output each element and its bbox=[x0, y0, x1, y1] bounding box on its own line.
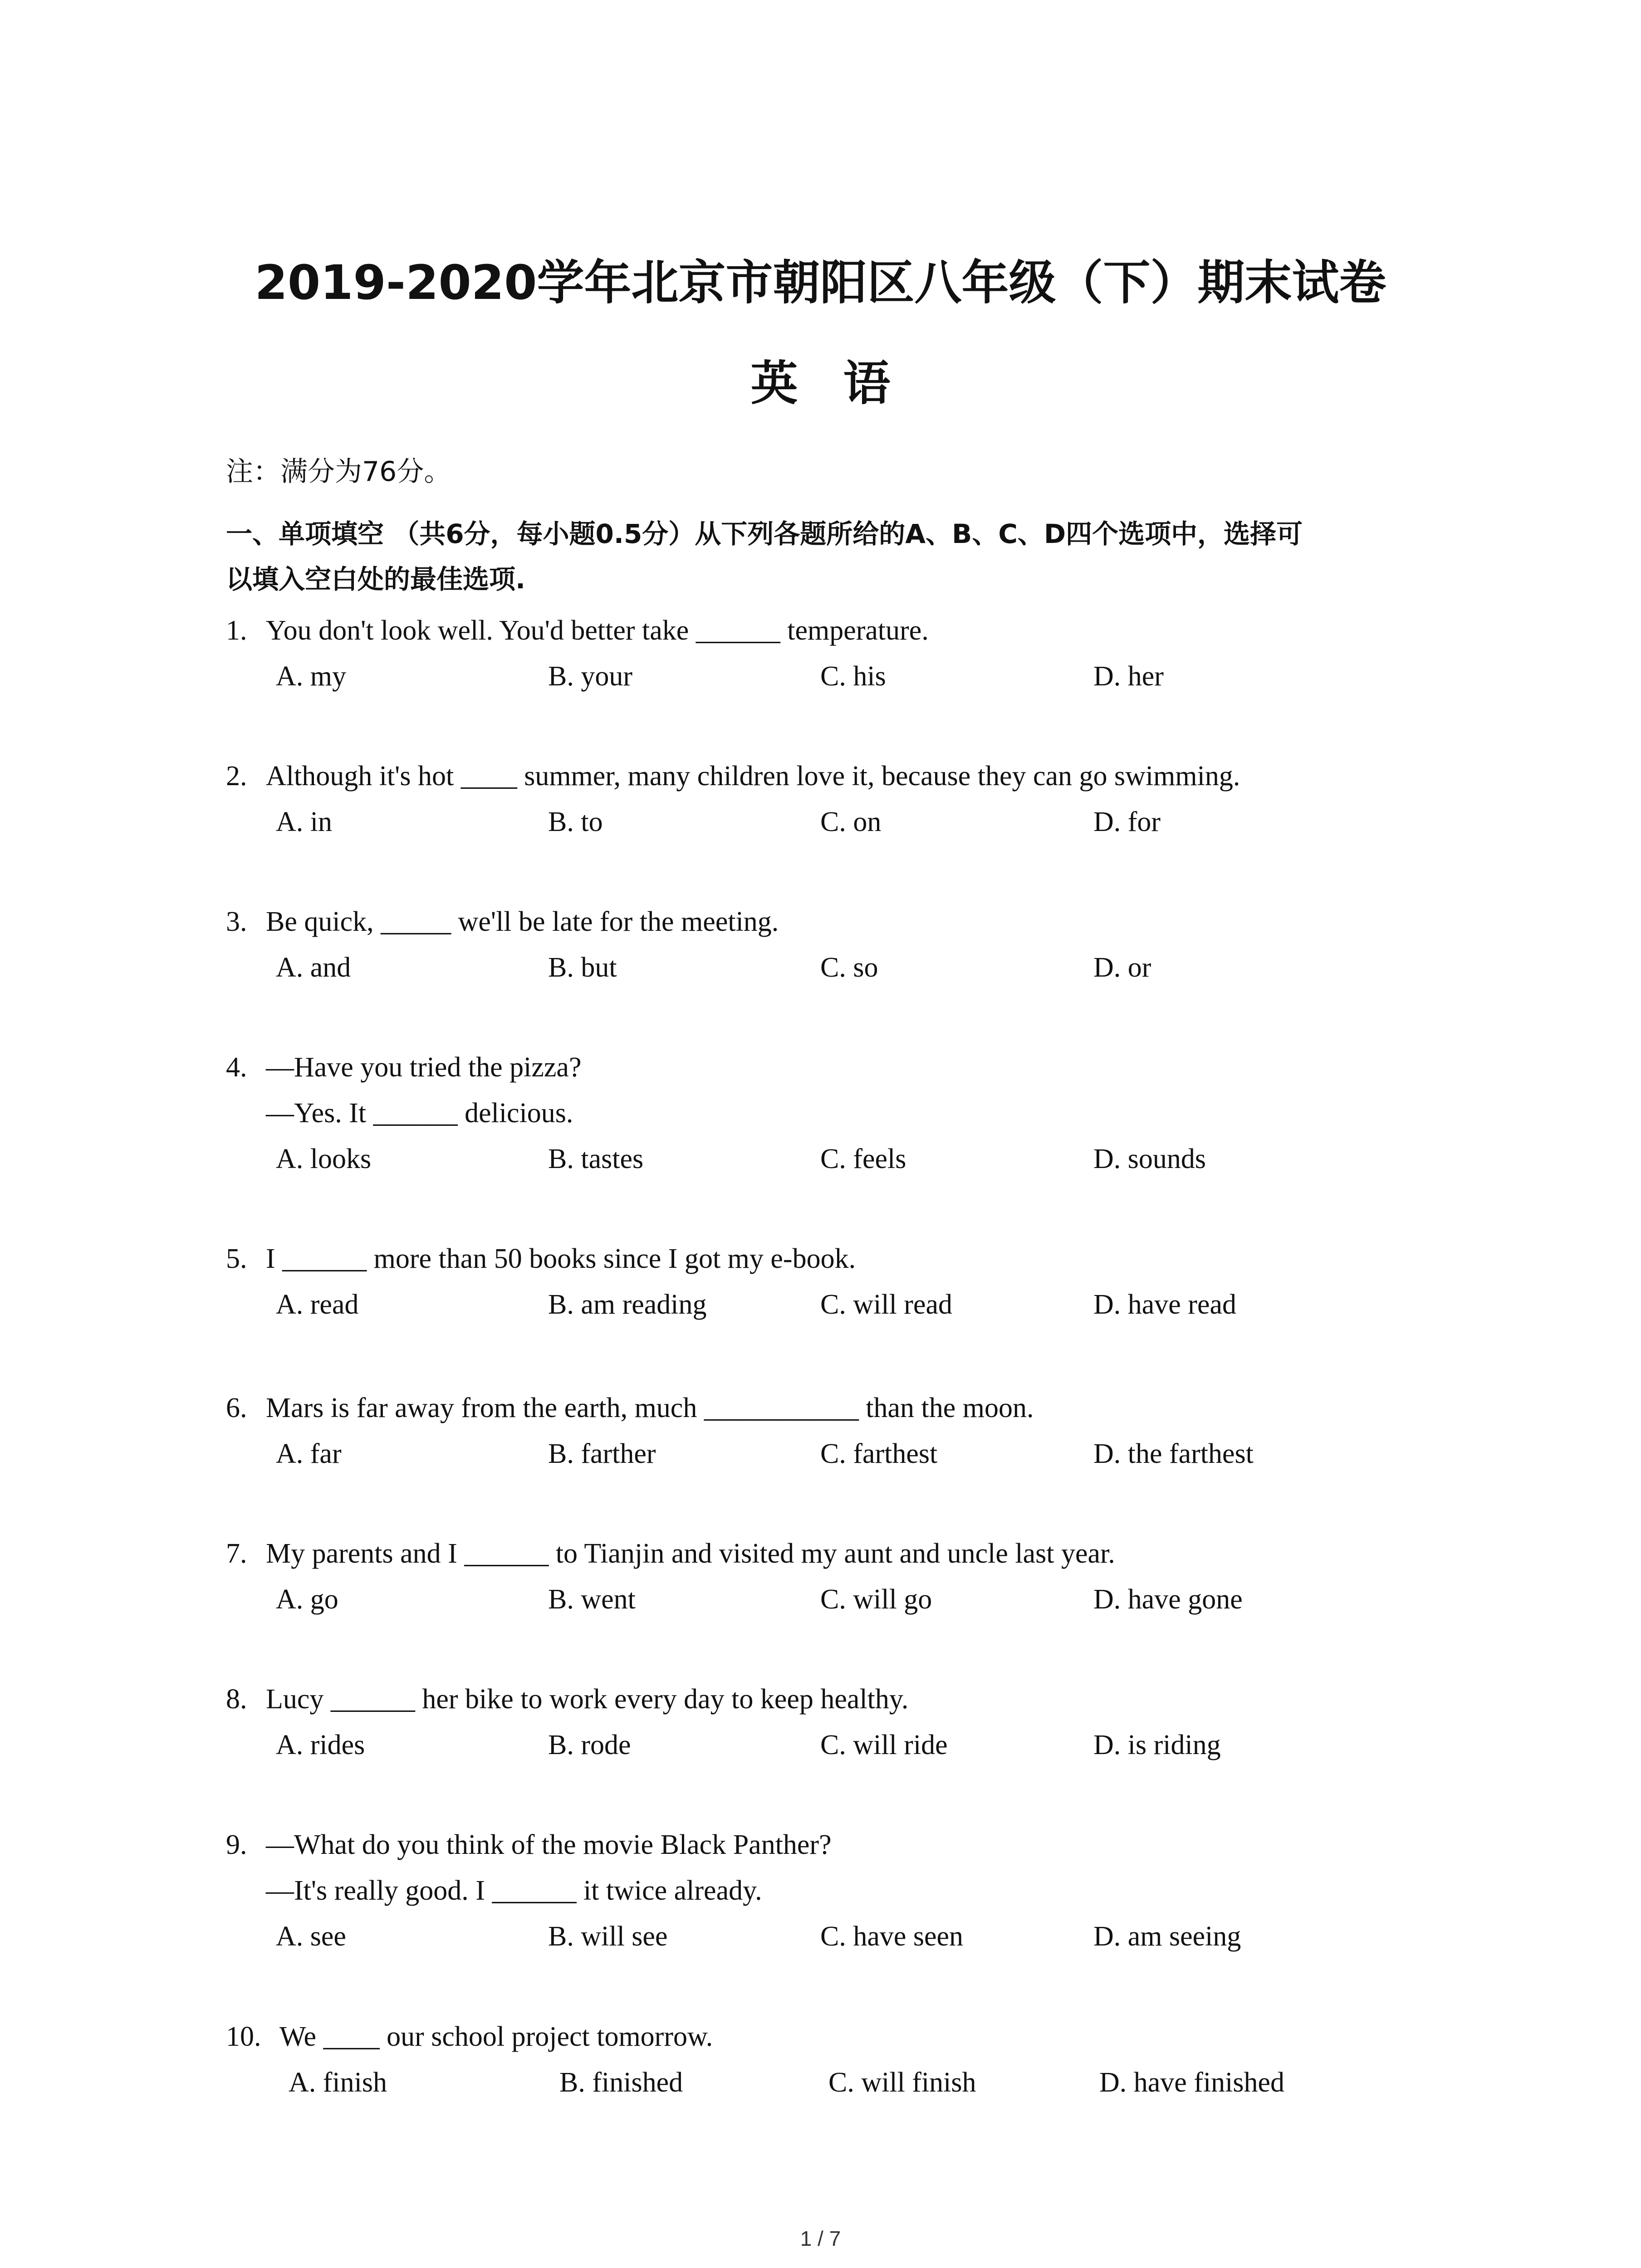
option-c: C. will ride bbox=[820, 1730, 948, 1760]
question-stem bbox=[226, 608, 929, 654]
option-a: A. rides bbox=[276, 1730, 365, 1760]
question-text-line-2: —Yes. It ______ delicious. bbox=[266, 1098, 573, 1129]
exam-title: 2019-2020学年北京市朝阳区八年级（下）期末试卷 bbox=[255, 255, 1386, 310]
option-d: D. have read bbox=[1093, 1289, 1236, 1320]
options-row bbox=[226, 799, 1240, 845]
question-number: 6. bbox=[226, 1393, 247, 1423]
options-row bbox=[226, 654, 1164, 699]
option-d: D. have gone bbox=[1093, 1584, 1243, 1615]
question-stem bbox=[226, 1236, 856, 1282]
question-text: You don't look well. You'd better take ______ temperature. bbox=[266, 615, 929, 646]
option-a: A. finish bbox=[289, 2067, 387, 2098]
option-a: A. my bbox=[276, 661, 346, 692]
question-text: I ______ more than 50 books since I got my e-book. bbox=[266, 1243, 856, 1274]
option-d: D. have finished bbox=[1099, 2067, 1285, 2098]
option-d: D. for bbox=[1093, 807, 1161, 837]
question-number: 1. bbox=[226, 615, 247, 646]
option-b: B. will see bbox=[548, 1921, 668, 1952]
question-stem bbox=[226, 1045, 581, 1090]
option-d: D. or bbox=[1093, 952, 1151, 983]
question-8 bbox=[226, 1677, 1221, 1768]
option-d: D. sounds bbox=[1093, 1144, 1206, 1174]
question-text: Mars is far away from the earth, much ___________ than the moon. bbox=[266, 1393, 1034, 1423]
question-9 bbox=[226, 1822, 1241, 1960]
option-b: B. am reading bbox=[548, 1289, 707, 1320]
question-number: 2. bbox=[226, 761, 247, 792]
options-row bbox=[226, 1431, 1254, 1477]
question-4 bbox=[226, 1045, 1206, 1182]
question-text: Although it's hot ____ summer, many children love it, because they can go swimming. bbox=[266, 761, 1240, 792]
option-c: C. on bbox=[820, 807, 882, 837]
question-7 bbox=[226, 1531, 1243, 1623]
question-1 bbox=[226, 608, 1164, 699]
options-row bbox=[226, 1914, 1241, 1960]
option-b: B. to bbox=[548, 807, 603, 837]
options-row bbox=[226, 2060, 1285, 2106]
option-a: A. go bbox=[276, 1584, 338, 1615]
question-text: Lucy ______ her bike to work every day to keep healthy. bbox=[266, 1684, 909, 1715]
question-10 bbox=[226, 2014, 1285, 2106]
question-stem bbox=[226, 753, 1240, 799]
question-number: 8. bbox=[226, 1684, 247, 1715]
question-stem bbox=[226, 1531, 1115, 1577]
question-number: 5. bbox=[226, 1243, 247, 1274]
option-b: B. tastes bbox=[548, 1144, 644, 1174]
option-c: C. will read bbox=[820, 1289, 952, 1320]
option-d: D. is riding bbox=[1093, 1730, 1221, 1760]
question-2 bbox=[226, 753, 1240, 845]
question-number: 3. bbox=[226, 906, 247, 937]
option-c: C. feels bbox=[820, 1144, 906, 1174]
question-text: My parents and I ______ to Tianjin and visited my aunt and uncle last year. bbox=[266, 1538, 1115, 1569]
section-heading bbox=[226, 511, 1451, 602]
question-stem bbox=[226, 1385, 1034, 1431]
option-c: C. have seen bbox=[820, 1921, 964, 1952]
question-text: —Have you tried the pizza? bbox=[266, 1052, 582, 1083]
question-stem bbox=[226, 1822, 832, 1868]
subject-title: 英语 bbox=[750, 356, 936, 411]
option-a: A. looks bbox=[276, 1144, 372, 1174]
question-stem bbox=[226, 899, 779, 945]
question-number: 4. bbox=[226, 1052, 247, 1083]
options-row bbox=[226, 1136, 1206, 1182]
option-b: B. but bbox=[548, 952, 617, 983]
option-d: D. her bbox=[1093, 661, 1164, 692]
question-number: 7. bbox=[226, 1538, 247, 1569]
question-number: 9. bbox=[226, 1829, 247, 1860]
option-b: B. went bbox=[548, 1584, 636, 1615]
option-a: A. far bbox=[276, 1438, 342, 1469]
question-text: We ____ our school project tomorrow. bbox=[279, 2021, 713, 2052]
page-number: 1 / 7 bbox=[800, 2227, 841, 2250]
option-a: A. read bbox=[276, 1289, 359, 1320]
question-number: 10. bbox=[226, 2021, 261, 2052]
option-c: C. farthest bbox=[820, 1438, 938, 1469]
option-b: B. your bbox=[548, 661, 632, 692]
options-row bbox=[226, 1577, 1243, 1623]
option-b: B. finished bbox=[559, 2067, 683, 2098]
option-a: A. in bbox=[276, 807, 332, 837]
question-3 bbox=[226, 899, 1151, 991]
options-row bbox=[226, 1722, 1221, 1768]
options-row bbox=[226, 945, 1151, 991]
section-heading-line-2: 以填入空白处的最佳选项. bbox=[226, 564, 526, 595]
option-c: C. his bbox=[820, 661, 886, 692]
question-5 bbox=[226, 1236, 1236, 1328]
option-d: D. am seeing bbox=[1093, 1921, 1241, 1952]
option-a: A. and bbox=[276, 952, 351, 983]
section-heading-line-1: 一、单项填空 （共6分，每小题0.5分）从下列各题所给的A、B、C、D四个选项中，选择可 bbox=[226, 518, 1303, 549]
question-text: Be quick, _____ we'll be late for the meeting. bbox=[266, 906, 779, 937]
option-c: C. so bbox=[820, 952, 878, 983]
option-b: B. farther bbox=[548, 1438, 656, 1469]
question-stem bbox=[226, 1677, 908, 1722]
question-text-line-2: —It's really good. I ______ it twice already. bbox=[266, 1875, 762, 1906]
question-text: —What do you think of the movie Black Panther? bbox=[266, 1829, 832, 1860]
score-note: 注：满分为76分。 bbox=[226, 456, 451, 488]
question-stem bbox=[226, 2014, 713, 2060]
option-c: C. will finish bbox=[828, 2067, 976, 2098]
question-6 bbox=[226, 1385, 1254, 1477]
option-c: C. will go bbox=[820, 1584, 932, 1615]
option-a: A. see bbox=[276, 1921, 346, 1952]
option-d: D. the farthest bbox=[1093, 1438, 1254, 1469]
option-b: B. rode bbox=[548, 1730, 631, 1760]
options-row bbox=[226, 1282, 1236, 1328]
